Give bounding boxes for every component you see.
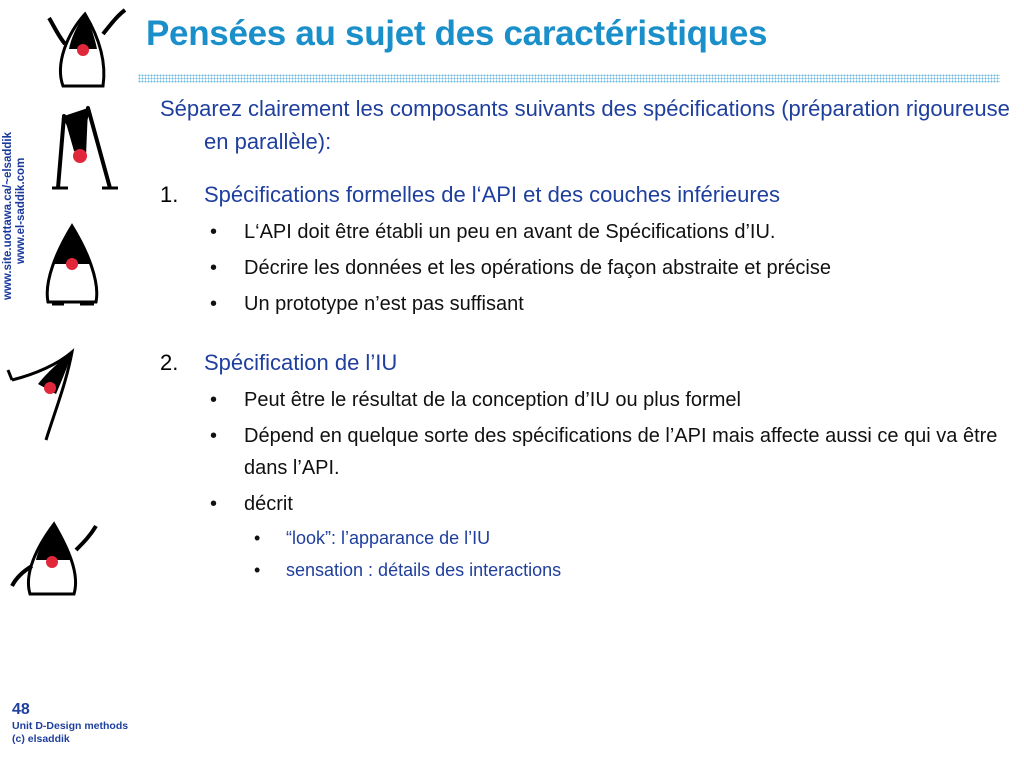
bullet-item xyxy=(160,488,1010,520)
page-number: 48 xyxy=(12,701,30,718)
section-number-1: 1. xyxy=(160,182,179,207)
slide-footer xyxy=(12,700,128,746)
bullet-text: Dépend en quelque sorte des spécifications de l’API mais affecte aussi ce qui va être dans l’API. xyxy=(244,425,998,479)
intro-paragraph: Séparez clairement les composants suivants des spécifications (préparation rigoureuse en parallèle): xyxy=(160,96,1010,154)
duke-mascot-leaning xyxy=(6,344,81,444)
bullet-item xyxy=(160,216,1010,248)
sub-bullet-item xyxy=(160,522,1010,554)
slide-body xyxy=(160,92,1010,586)
slide-title: Pensées au sujet des caractéristiques xyxy=(146,14,768,53)
bullet-text: Décrire les données et les opérations de façon abstraite et précise xyxy=(244,257,832,279)
bullet-dot: • xyxy=(254,560,261,580)
sub-bullet-text: sensation : détails des interactions xyxy=(286,560,562,580)
sidebar-urls xyxy=(2,0,28,300)
bullet-text: L‘API doit être établi un peu en avant de Spécifications d’IU. xyxy=(244,221,776,243)
sub-bullet-text: “look”: l’apparance de l’IU xyxy=(286,528,491,548)
bullet-text: Un prototype n’est pas suffisant xyxy=(244,293,524,315)
footer-copyright: (c) elsaddik xyxy=(12,733,70,745)
bullet-dot: • xyxy=(254,528,261,548)
section-number-2: 2. xyxy=(160,350,179,375)
bullet-item xyxy=(160,384,1010,416)
section-heading-2 xyxy=(160,348,1010,378)
bullet-item xyxy=(160,420,1010,484)
duke-mascot-waving-1 xyxy=(45,4,130,94)
bullet-item xyxy=(160,288,1010,320)
bullet-text: Peut être le résultat de la conception d’IU ou plus formel xyxy=(244,389,741,411)
sidebar-url-uottawa[interactable]: www.site.uottawa.ca/~elsaddik xyxy=(2,132,14,300)
bullet-dot: • xyxy=(210,221,218,243)
bullet-item xyxy=(160,252,1010,284)
footer-course: Unit D-Design methods xyxy=(12,720,129,732)
bullet-dot: • xyxy=(210,293,218,315)
section-heading-1 xyxy=(160,180,1010,210)
bullet-dot: • xyxy=(210,493,218,515)
duke-mascot-waving-2 xyxy=(10,516,100,606)
section-title-1: Spécifications formelles de l‘API et des couches inférieures xyxy=(204,182,780,207)
section-title-2: Spécification de l’IU xyxy=(204,350,398,375)
title-dotted-divider xyxy=(138,74,1000,83)
bullet-dot: • xyxy=(210,389,218,411)
duke-mascot-standing xyxy=(38,222,108,312)
bullet-dot: • xyxy=(210,257,218,279)
sidebar-url-el-saddik[interactable]: www.el-saddik.com xyxy=(15,157,27,264)
bullet-text: décrit xyxy=(244,493,293,515)
sub-bullet-item xyxy=(160,554,1010,586)
duke-mascot-m-pose xyxy=(50,96,120,196)
bullet-dot: • xyxy=(210,425,218,447)
